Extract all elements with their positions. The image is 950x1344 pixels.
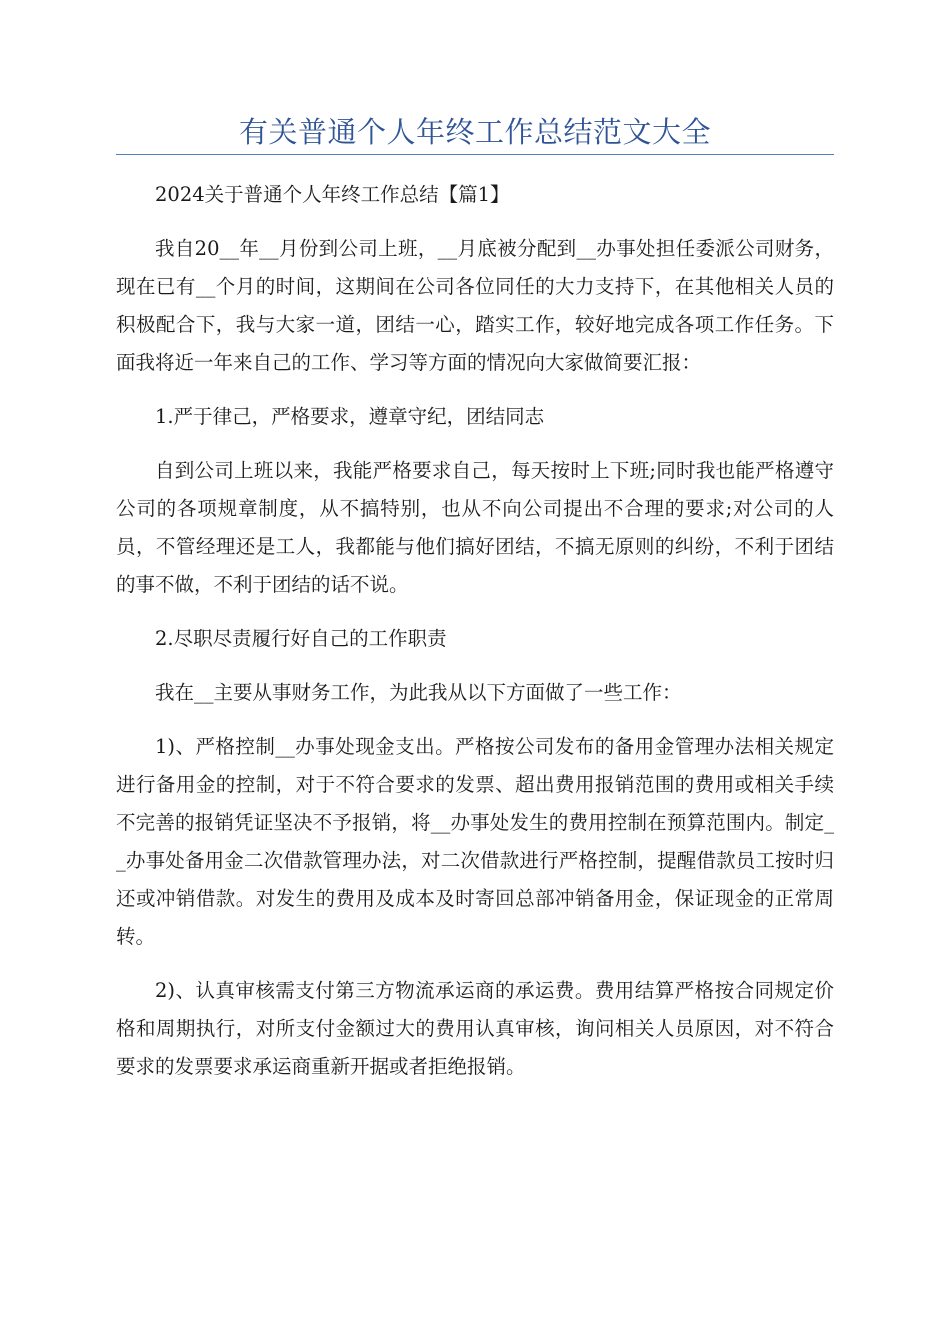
title-underline (116, 154, 834, 155)
subheading-1: 1.严于律己，严格要求，遵章守纪，团结同志 (155, 405, 545, 428)
paragraph-cash-control: 1)、严格控制__办事处现金支出。严格按公司发布的备用金管理办法相关规定进行备用金的控制，对于不符合要求的发票、超出费用报销范围的费用或相关手续不完善的报销凭证坚决不予报销，将__办事处发生的费用控制在预算范围内。制定__办事处备用金二次借款管理办法，对二次借款进行严格控制，提醒借款员工按时归还或冲销借款。对发生的费用及成本及时寄回总部冲销备用金，保证现金的正常周转。 (116, 735, 834, 948)
section-heading: 2024关于普通个人年终工作总结【篇1】 (155, 183, 510, 206)
subheading-2: 2.尽职尽责履行好自己的工作职责 (155, 627, 447, 650)
paragraph-intro: 我自20__年__月份到公司上班，__月底被分配到__办事处担任委派公司财务，现在已有__个月的时间，这期间在公司各位同任的大力支持下，在其他相关人员的积极配合下，我与大家一道，团结一心，踏实工作，较好地完成各项工作任务。下面我将近一年来自己的工作、学习等方面的情况向大家做简要汇报： (116, 237, 834, 374)
document-title: 有关普通个人年终工作总结范文大全 (238, 115, 711, 149)
paragraph-freight-review: 2)、认真审核需支付第三方物流承运商的承运费。费用结算严格按合同规定价格和周期执行，对所支付金额过大的费用认真审核，询问相关人员原因，对不符合要求的发票要求承运商重新开据或者拒绝报销。 (116, 979, 834, 1078)
paragraph-duties-intro: 我在__主要从事财务工作，为此我从以下方面做了一些工作： (155, 681, 682, 704)
document-body (116, 176, 834, 1102)
paragraph-discipline: 自到公司上班以来，我能严格要求自己，每天按时上下班;同时我也能严格遵守公司的各项规章制度，从不搞特别，也从不向公司提出不合理的要求;对公司的人员，不管经理还是工人，我都能与他们搞好团结，不搞无原则的纠纷，不利于团结的事不做，不利于团结的话不说。 (116, 459, 834, 596)
